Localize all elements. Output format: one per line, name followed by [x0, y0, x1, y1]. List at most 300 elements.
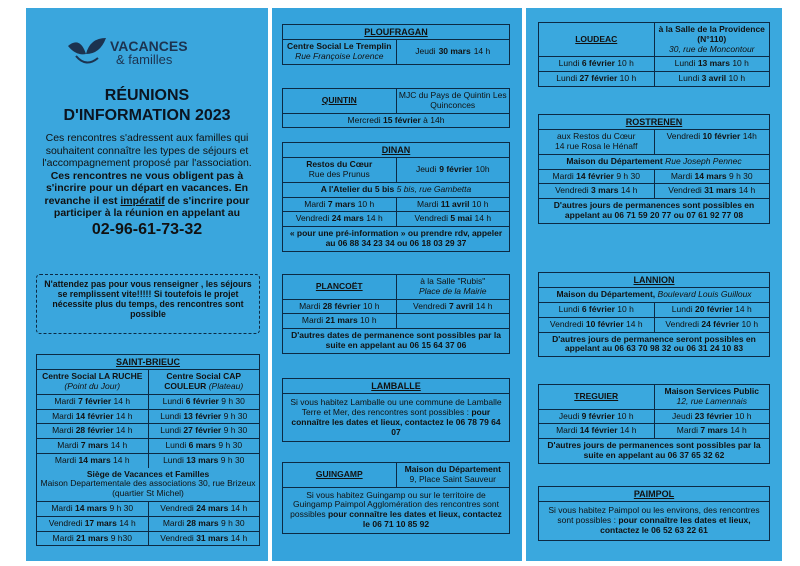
- schedule-cell: [396, 212, 510, 226]
- schedule-row: [37, 439, 259, 454]
- schedule-date: 3 avril: [701, 73, 727, 84]
- schedule-time: 14 h: [366, 213, 383, 224]
- schedule-time: 9 h 30: [109, 503, 134, 513]
- schedule-row: [283, 300, 509, 315]
- schedule-time: 10 h: [360, 315, 377, 326]
- ploufragan-row: [283, 40, 509, 64]
- schedule-day: Mardi: [670, 170, 693, 181]
- page-title: [26, 86, 268, 126]
- schedule-cell: [37, 395, 148, 409]
- rostrenen-date-time: 14h: [742, 131, 757, 142]
- schedule-date: 7 février: [78, 395, 112, 406]
- dinan-atelier-addr: 5 bis, rue Gambetta: [396, 183, 472, 194]
- schedule-time: 10 h: [617, 410, 634, 421]
- schedule-day: Vendredi: [668, 185, 702, 196]
- schedule-date: 23 février: [694, 410, 733, 421]
- schedule-cell: [539, 303, 654, 317]
- schedule-cell: [283, 212, 396, 226]
- paimpol-title: PAIMPOL: [539, 487, 769, 502]
- schedule-time: 14 h: [115, 425, 133, 436]
- schedule-date: 17 mars: [84, 517, 117, 528]
- page-title-line1: RÉUNIONS: [104, 87, 190, 104]
- quintin-date-day: Mercredi: [347, 114, 381, 125]
- page-title-line2: D'INFORMATION 2023: [63, 107, 231, 124]
- ploufragan-date-time: 14 h: [473, 46, 491, 57]
- schedule-day: Lundi: [558, 58, 580, 69]
- guingamp-place-cell: [396, 463, 510, 487]
- loudeac-rows: [539, 57, 769, 86]
- schedule-date: 31 mars: [196, 532, 229, 543]
- brand-line1: VACANCES: [110, 38, 188, 54]
- ploufragan-place-cell: [283, 40, 396, 64]
- schedule-row: [37, 395, 259, 410]
- rostrenen-title: ROSTRENEN: [539, 115, 769, 130]
- schedule-day: Lundi: [162, 395, 184, 406]
- schedule-day: Mardi: [52, 410, 74, 421]
- rostrenen-maison-addr: Rue Joseph Pennec: [665, 155, 742, 166]
- treguier-place-cell: [654, 385, 770, 409]
- paimpol-text-plain: Si vous habitez Paimpol ou les environs, des rencontres sont possibles :: [548, 505, 760, 526]
- schedule-day: Mardi: [54, 395, 76, 406]
- schedule-date: 14 mars: [78, 454, 111, 465]
- guingamp-addr: 9, Place Saint Sauveur: [409, 473, 496, 484]
- loudeac-place-cell: [654, 23, 770, 56]
- schedule-cell: [37, 502, 148, 516]
- schedule-day: Jeudi: [672, 410, 693, 421]
- schedule-row: [37, 532, 259, 546]
- schedule-day: Mardi: [162, 517, 185, 528]
- lamballe-title: LAMBALLE: [283, 379, 509, 394]
- guingamp-text: [283, 488, 509, 533]
- plancoet-place: à la Salle "Rubis": [420, 276, 486, 286]
- schedule-date: 7 avril: [448, 300, 474, 311]
- schedule-date: 13 mars: [697, 58, 730, 69]
- schedule-day: Vendredi: [549, 318, 584, 329]
- dinan-rows: [283, 198, 509, 227]
- schedule-cell: [654, 303, 770, 317]
- panel-right: [526, 8, 782, 561]
- guingamp-text-plain: Si vous habitez Guingamp ou sur le territoire de Guingamp Paimpol Agglomération des rencontres sont possibles: [290, 489, 499, 520]
- dinan-row: [283, 158, 509, 183]
- plancoet-note: D'autres dates de permanence sont possibles par la suite en appelant au 06 15 64 37 06: [283, 328, 509, 353]
- schedule-time: 9 h 30: [616, 170, 640, 181]
- schedule-date: 24 février: [701, 318, 740, 329]
- schedule-cell: [396, 300, 510, 314]
- paimpol-text-bold: pour connaître les dates et lieux, contactez le 06 52 63 22 61: [600, 515, 751, 535]
- schedule-time: 14 h: [230, 503, 248, 513]
- schedule-day: Jeudi: [558, 410, 580, 421]
- schedule-day: Vendredi: [414, 213, 448, 224]
- schedule-cell: [539, 424, 654, 438]
- schedule-time: 14 h: [620, 185, 638, 196]
- intro-p2-underline: impératif: [120, 194, 165, 207]
- rostrenen-date: [654, 130, 770, 154]
- schedule-time: 14 h: [119, 517, 136, 528]
- schedule-date: 14 février: [75, 410, 114, 421]
- schedule-day: Vendredi: [48, 517, 83, 528]
- schedule-date: 5 mai: [450, 213, 473, 224]
- schedule-day: Lundi: [165, 440, 187, 451]
- lannion-rows: [539, 303, 769, 332]
- schedule-date: 7 mars: [80, 440, 109, 451]
- schedule-time: 9 h 30: [223, 425, 248, 436]
- schedule-time: 14 h: [475, 300, 493, 311]
- schedule-time: 14 h: [626, 318, 643, 329]
- rostrenen-maison: [539, 155, 769, 170]
- saint-brieuc-title: SAINT-BRIEUC: [37, 355, 259, 370]
- intro-phone: 02-96-61-73-32: [91, 220, 203, 238]
- quintin-date-b: 15 février: [382, 114, 421, 125]
- lannion-box: [538, 272, 770, 357]
- schedule-day: Lundi: [556, 73, 578, 84]
- schedule-date: 13 mars: [186, 454, 219, 465]
- schedule-cell: [148, 395, 260, 409]
- schedule-cell: [539, 72, 654, 86]
- quintin-header-row: [283, 89, 509, 114]
- schedule-row: [283, 314, 509, 328]
- schedule-cell: [654, 318, 770, 332]
- guingamp-box: [282, 462, 510, 534]
- paimpol-box: [538, 486, 770, 541]
- schedule-time: 10 h: [617, 58, 634, 69]
- schedule-date: 14 mars: [694, 170, 727, 181]
- rostrenen-rows: [539, 170, 769, 199]
- schedule-date: 27 février: [183, 425, 222, 436]
- schedule-cell: [539, 170, 654, 184]
- schedule-cell: [654, 72, 770, 86]
- schedule-time: 10 h: [619, 73, 637, 84]
- dinan-atelier-name: A l'Atelier du 5 bis: [320, 183, 395, 194]
- schedule-cell: [654, 170, 770, 184]
- intro-p1: Ces rencontres s'adressent aux familles qui souhaitent connaître les types de séjours et l'accompagnement proposé par l'association.: [42, 132, 252, 169]
- saint-brieuc-col2: [148, 370, 260, 394]
- schedule-row: [539, 184, 769, 198]
- treguier-place: Maison Services Public: [664, 386, 759, 396]
- lamballe-box: [282, 378, 510, 442]
- schedule-cell: [283, 314, 396, 328]
- schedule-day: Vendredi: [295, 213, 330, 224]
- schedule-row: [539, 303, 769, 318]
- ploufragan-date-day: Jeudi: [415, 46, 436, 57]
- schedule-date: 14 février: [579, 425, 618, 436]
- schedule-time: 9 h 30: [223, 410, 248, 421]
- schedule-time: 14 h: [738, 185, 756, 196]
- schedule-day: Mardi: [552, 170, 574, 181]
- schedule-cell: [654, 424, 770, 438]
- treguier-note: D'autres jours de permanences sont possibles par la suite en appelant au 06 37 65 32 62: [539, 438, 769, 463]
- schedule-cell: [37, 532, 148, 546]
- dinan-date-b: 9 février: [439, 164, 473, 175]
- schedule-cell: [148, 439, 260, 453]
- sb-col1-name: Centre Social LA RUCHE: [42, 371, 143, 382]
- schedule-time: 10 h: [357, 198, 375, 209]
- dinan-box: [282, 142, 510, 252]
- schedule-cell: [37, 439, 148, 453]
- schedule-time: 10 h: [728, 73, 746, 84]
- schedule-time: 10 h: [617, 304, 634, 315]
- schedule-date: 10 février: [585, 318, 624, 329]
- lamballe-text-plain: Si vous habitez Lamballe ou une commune de Lamballe Terre et Mer, des rencontres sont possibles :: [290, 397, 502, 418]
- intro-p2-text: Ces rencontres ne vous obligent pas à s'incrire pour un départ en vacances. En revanche il est: [44, 169, 249, 207]
- schedule-cell: [148, 532, 260, 546]
- dinan-date: [396, 158, 510, 182]
- schedule-time: 14 h: [730, 425, 747, 436]
- lannion-place-row: [539, 288, 769, 303]
- schedule-date: 6 mars: [188, 440, 217, 451]
- schedule-cell: [396, 314, 510, 328]
- schedule-date: 7 mars: [700, 425, 728, 436]
- schedule-date: 7 mars: [327, 198, 356, 209]
- ploufragan-addr: Rue Françoise Lorence: [295, 51, 384, 62]
- quintin-date-time: à 14h: [423, 114, 445, 125]
- schedule-row: [283, 212, 509, 226]
- dinan-atelier: [283, 183, 509, 198]
- schedule-cell: [283, 300, 396, 314]
- saint-brieuc-siege: [37, 468, 259, 502]
- schedule-cell: [37, 517, 148, 531]
- schedule-cell: [654, 184, 770, 198]
- schedule-day: Lundi: [160, 410, 182, 421]
- schedule-time: 9 h 30: [221, 395, 245, 406]
- schedule-date: 28 février: [322, 300, 361, 311]
- quintin-title: QUINTIN: [321, 94, 357, 105]
- schedule-day: Mardi: [676, 425, 699, 436]
- schedule-day: Mardi: [51, 503, 73, 513]
- sb-col1-place: (Point du Jour): [64, 381, 121, 392]
- schedule-date: 28 février: [75, 425, 114, 436]
- plancoet-place-cell: [396, 275, 510, 299]
- rostrenen-date-day: Vendredi: [666, 131, 701, 142]
- ploufragan-date-b: 30 mars: [438, 46, 471, 57]
- schedule-day: Mardi: [301, 315, 324, 326]
- schedule-date: 3 mars: [591, 185, 619, 196]
- brand-line2: & familles: [116, 52, 173, 67]
- schedule-day: Mardi: [54, 454, 77, 465]
- schedule-cell: [539, 410, 654, 424]
- schedule-cell: [396, 198, 510, 212]
- schedule-cell: [37, 410, 148, 424]
- schedule-time: 9 h30: [110, 532, 132, 543]
- rostrenen-row: [539, 130, 769, 155]
- schedule-cell: [148, 410, 260, 424]
- schedule-date: 14 février: [576, 170, 614, 181]
- schedule-row: [283, 198, 509, 213]
- rostrenen-maison-name: Maison du Département: [566, 155, 663, 166]
- ploufragan-date: [396, 40, 510, 64]
- rostrenen-note: D'autres jours de permanences sont possibles en appelant au 06 71 59 20 77 ou 07 61 92 77 08: [539, 198, 769, 223]
- ploufragan-place: Centre Social Le Tremplin: [287, 41, 392, 52]
- saint-brieuc-rows: [37, 395, 259, 468]
- schedule-date: 6 février: [185, 395, 219, 406]
- schedule-date: 24 mars: [196, 503, 229, 513]
- sb-col2-name: Centre Social CAP COULEUR: [164, 371, 242, 392]
- schedule-cell: [148, 517, 260, 531]
- intro-text: [34, 132, 260, 236]
- plancoet-box: [282, 274, 510, 354]
- panel-left: [26, 8, 268, 561]
- schedule-date: 21 mars: [76, 532, 109, 543]
- guingamp-place: Maison du Département: [404, 464, 501, 474]
- schedule-time: 14 h: [113, 454, 130, 465]
- schedule-day: Lundi: [674, 58, 696, 69]
- intro-p2-end: de s'incrire pour participer à la réunion en appelant au: [53, 194, 250, 219]
- schedule-date: 6 février: [581, 304, 615, 315]
- schedule-time: 9 h 30: [218, 440, 243, 451]
- saint-brieuc-header-row: [37, 370, 259, 395]
- schedule-time: 14 h: [115, 410, 133, 421]
- schedule-cell: [148, 424, 260, 438]
- schedule-day: Mardi: [299, 300, 321, 311]
- treguier-box: [538, 384, 770, 464]
- schedule-date: 14 mars: [74, 503, 108, 513]
- schedule-time: 14 h: [735, 304, 752, 315]
- schedule-day: Mardi: [417, 198, 439, 209]
- schedule-time: 9 h 30: [221, 517, 245, 528]
- paimpol-text: [539, 502, 769, 539]
- schedule-row: [539, 57, 769, 72]
- plancoet-header-row: [283, 275, 509, 300]
- treguier-rows: [539, 410, 769, 439]
- schedule-day: Vendredi: [665, 318, 699, 329]
- plancoet-title: PLANCOËT: [315, 280, 363, 291]
- rostrenen-place: aux Restos du Cœur: [557, 131, 636, 142]
- dinan-title: DINAN: [283, 143, 509, 158]
- notice-text: N'attendez pas pour vous renseigner , les séjours se remplissent vite!!!!! Si toutefois le projet nécessite plus du temps, des rencontres sont possible: [44, 279, 252, 320]
- schedule-time: 9 h 30: [729, 170, 753, 181]
- rostrenen-date-b: 10 février: [702, 131, 741, 142]
- schedule-date: 31 mars: [704, 185, 737, 196]
- lannion-note: D'autres jours de permanence seront possibles en appelant au 06 63 70 98 32 ou 06 31 24 10 83: [539, 332, 769, 357]
- schedule-cell: [654, 410, 770, 424]
- schedule-time: 10 h: [732, 58, 749, 69]
- schedule-date: 9 février: [581, 410, 615, 421]
- dinan-place: Restos du Cœur: [306, 159, 373, 170]
- rostrenen-place-cell: [539, 130, 654, 154]
- lannion-place: Maison du Département,: [556, 289, 656, 300]
- schedule-date: 27 février: [579, 73, 618, 84]
- schedule-day: Mardi: [52, 425, 74, 436]
- schedule-day: Mardi: [304, 198, 326, 209]
- schedule-day: Vendredi: [160, 503, 194, 513]
- schedule-date: 11 avril: [440, 198, 470, 209]
- loudeac-place: à la Salle de la Providence (N°110): [658, 24, 765, 44]
- schedule-time: 9 h 30: [220, 454, 245, 465]
- loudeac-addr: 30, rue de Moncontour: [668, 43, 755, 54]
- schedule-day: Mardi: [52, 532, 74, 543]
- schedule-cell: [148, 454, 260, 468]
- schedule-row: [539, 72, 769, 86]
- schedule-day: Lundi: [558, 304, 580, 315]
- schedule-row: [37, 517, 259, 532]
- schedule-cell: [539, 184, 654, 198]
- schedule-cell: [539, 57, 654, 71]
- schedule-row: [37, 410, 259, 425]
- schedule-day: Vendredi: [413, 300, 447, 311]
- schedule-time: 14 h: [113, 395, 131, 406]
- schedule-time: 14 h: [110, 440, 128, 451]
- saint-brieuc-box: [36, 354, 260, 546]
- schedule-day: Lundi: [160, 425, 182, 436]
- ploufragan-box: [282, 24, 510, 65]
- plancoet-addr: Place de la Mairie: [418, 285, 487, 296]
- schedule-row: [539, 318, 769, 332]
- dinan-date-time: 10h: [475, 164, 490, 175]
- guingamp-text-bold: pour connaître les dates et lieux, contactez le 06 71 10 85 92: [327, 509, 502, 529]
- schedule-cell: [148, 502, 260, 516]
- saint-brieuc-rows2: [37, 502, 259, 545]
- rostrenen-addr: 14 rue Rosa le Hénaff: [554, 141, 638, 152]
- intro-p2: [34, 170, 260, 220]
- schedule-row: [539, 410, 769, 425]
- dinan-date-day: Jeudi: [415, 164, 437, 175]
- quintin-date: [283, 114, 509, 128]
- schedule-day: Mardi: [556, 425, 578, 436]
- schedule-time: 10 h: [734, 410, 752, 421]
- lamballe-text: [283, 394, 509, 441]
- schedule-time: 10 h: [362, 300, 380, 311]
- treguier-title: TREGUIER: [574, 390, 619, 401]
- schedule-date: 20 février: [694, 304, 733, 315]
- schedule-row: [37, 502, 259, 517]
- guingamp-header-row: [283, 463, 509, 488]
- loudeac-title: LOUDEAC: [575, 33, 618, 44]
- schedule-date: 28 mars: [186, 517, 219, 528]
- lamballe-text-bold: pour connaître les dates et lieux, contactez le 06 78 79 64 07: [291, 407, 501, 437]
- schedule-day: Mardi: [57, 440, 79, 451]
- schedule-row: [539, 170, 769, 185]
- lannion-title: LANNION: [539, 273, 769, 288]
- panel-middle: [272, 8, 522, 561]
- schedule-day: Lundi: [163, 454, 184, 465]
- ploufragan-title: PLOUFRAGAN: [283, 25, 509, 40]
- dinan-note: « pour une pré-information » ou prendre rdv, appeler au 06 88 34 23 34 ou 06 18 03 29 37: [283, 226, 509, 251]
- schedule-time: 10 h: [741, 318, 759, 329]
- schedule-day: Vendredi: [555, 185, 589, 196]
- schedule-row: [37, 424, 259, 439]
- guingamp-title: GUINGAMP: [315, 468, 363, 479]
- treguier-addr: 12, rue Lamennais: [676, 395, 747, 406]
- schedule-time: 10 h: [471, 198, 489, 209]
- schedule-cell: [37, 454, 148, 468]
- schedule-date: 6 février: [581, 58, 615, 69]
- saint-brieuc-col1: [37, 370, 148, 394]
- schedule-day: Lundi: [671, 304, 693, 315]
- dinan-place-cell: [283, 158, 396, 182]
- schedule-date: 13 février: [183, 410, 222, 421]
- lannion-addr: Boulevard Louis Guilloux: [657, 289, 752, 300]
- schedule-cell: [539, 318, 654, 332]
- rostrenen-box: [538, 114, 770, 224]
- dinan-addr: Rue des Prunus: [308, 169, 370, 180]
- quintin-place: MJC du Pays de Quintin Les Quinconces: [396, 89, 510, 113]
- schedule-time: 14 h: [619, 425, 637, 436]
- schedule-cell: [654, 57, 770, 71]
- schedule-date: 24 mars: [331, 213, 364, 224]
- siege-title: Siège de Vacances et Familles: [86, 468, 210, 479]
- sb-col2-place: (Plateau): [208, 381, 244, 392]
- schedule-row: [37, 454, 259, 468]
- schedule-cell: [283, 198, 396, 212]
- schedule-date: 21 mars: [325, 315, 358, 326]
- schedule-time: 14 h: [230, 532, 248, 543]
- vacances-familles-logo-icon: [66, 34, 108, 68]
- loudeac-header-row: [539, 23, 769, 57]
- quintin-box: [282, 88, 510, 128]
- notice-box: [36, 274, 260, 334]
- loudeac-box: [538, 22, 770, 87]
- schedule-time: 14 h: [474, 213, 492, 224]
- schedule-day: Vendredi: [160, 532, 194, 543]
